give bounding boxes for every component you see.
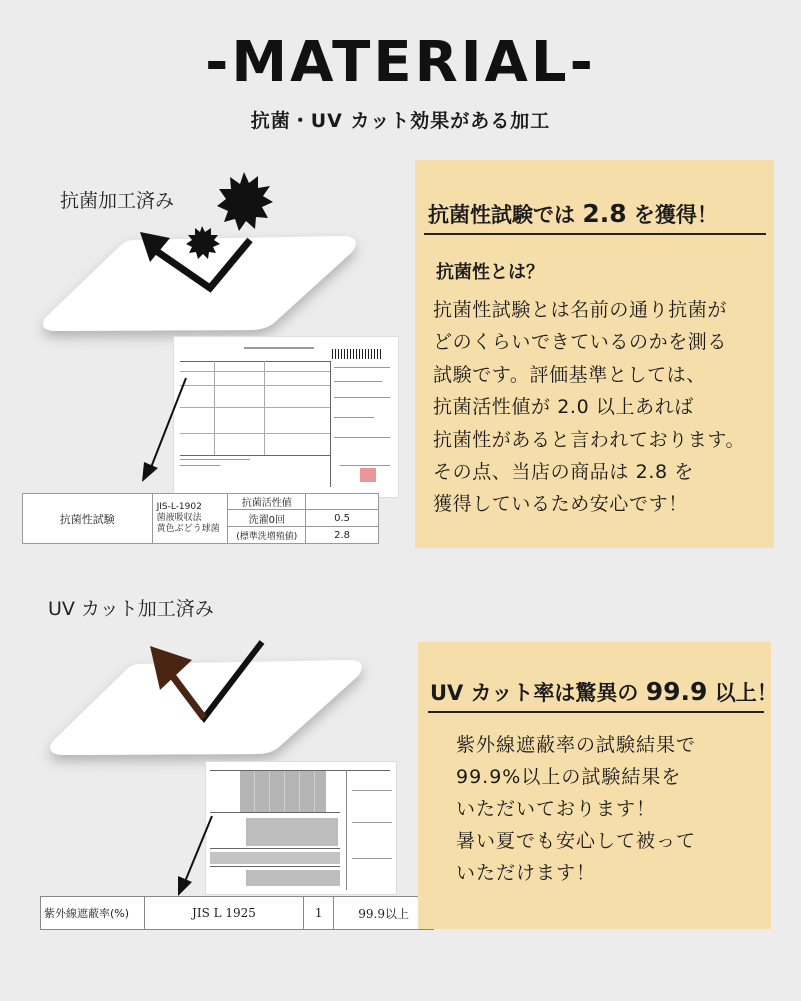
uv-method-cell: JIS L 1925 [144, 897, 304, 930]
standard-value-cell: 2.8 [306, 527, 379, 544]
uv-panel-heading: UV カット率は驚異の 99.9 以上！ [430, 677, 778, 706]
antibacterial-label: 抗菌加工済み [60, 190, 175, 212]
standard-label-cell: (標準洗増殖値) [228, 527, 306, 544]
antibacterial-description: 抗菌性試験とは名前の通り抗菌が どのくらいできているのかを測る 試験です。評価基準としては、 抗菌活性値が 2.0 以上あれば 抗菌性があると言われております。 その点、当店の商品は 2.8 を 獲得しているため安心です！ [433, 299, 746, 516]
antibacterial-panel-heading: 抗菌性試験では 2.8 を獲得！ [428, 199, 718, 228]
test-name-cell: 抗菌性試験 [23, 494, 153, 544]
antibacterial-question: 抗菌性とは？ [436, 262, 544, 283]
activity-header-cell: 抗菌活性値 [228, 494, 306, 510]
page-title: -MATERIAL- [205, 30, 596, 95]
uv-label: UV カット加工済み [48, 598, 214, 620]
test-method-cell: JIS-L-1902 菌液吸収法 黄色ぶどう球菌 [152, 494, 228, 544]
uv-result-table [40, 896, 434, 930]
uv-value-cell: 99.9以上 [334, 897, 434, 930]
wash-label-cell: 洗濯0回 [228, 510, 306, 527]
wash-value-cell: 0.5 [306, 510, 379, 527]
uv-name-cell: 紫外線遮蔽率(%) [41, 897, 145, 930]
uv-count-cell: 1 [304, 897, 334, 930]
uv-description: 紫外線遮蔽率の試験結果で 99.9%以上の試験結果を いただいております！ 暑い夏でも安心して被って いただけます！ [456, 734, 697, 884]
page-subtitle: 抗菌・UV カット効果がある加工 [250, 110, 551, 132]
